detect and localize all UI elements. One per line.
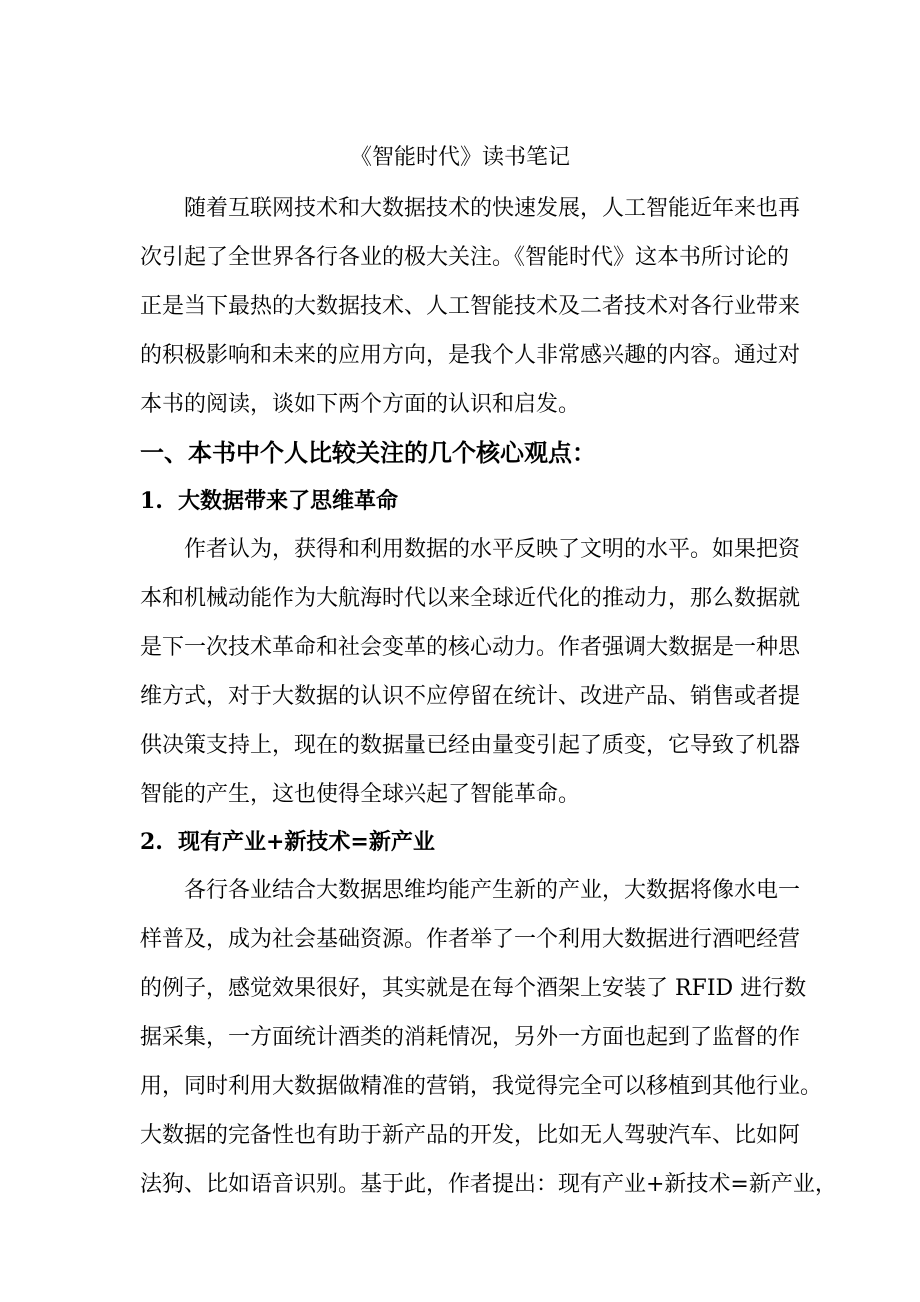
subheading-2 <box>140 825 435 859</box>
document-title: 《智能时代》读书笔记 <box>349 145 570 170</box>
paragraph-line: 智能的产生，这也使得全球兴起了智能革命。 <box>140 782 581 807</box>
paragraph-line: 是下一次技术革命和社会变革的核心动力。作者强调大数据是一种思 <box>140 635 801 660</box>
subheading-text: 现有产业+新技术=新产业 <box>178 829 435 855</box>
paragraph-line: 法狗、比如语音识别。基于此，作者提出：现有产业+新技术=新产业， <box>140 1172 837 1197</box>
paragraph-line: 本和机械动能作为大航海时代以来全球近代化的推动力，那么数据就 <box>140 586 801 611</box>
section-heading: 一、本书中个人比较关注的几个核心观点： <box>140 438 596 467</box>
paragraph-line: 大数据的完备性也有助于新产品的开发，比如无人驾驶汽车、比如阿 <box>140 1123 801 1148</box>
paragraph-line: 各行各业结合大数据思维均能产生新的产业，大数据将像水电一 <box>184 878 801 903</box>
paragraph-line: 供决策支持上，现在的数据量已经由量变引起了质变，它导致了机器 <box>140 733 801 758</box>
paragraph-line: 用，同时利用大数据做精准的营销，我觉得完全可以移植到其他行业。 <box>140 1074 823 1099</box>
intro-line: 本书的阅读，谈如下两个方面的认识和启发。 <box>140 392 581 417</box>
paragraph-line: 的例子，感觉效果很好，其实就是在每个酒架上安装了 RFID 进行数 <box>140 976 807 1001</box>
paragraph-line: 样普及，成为社会基础资源。作者举了一个利用大数据进行酒吧经营 <box>140 927 801 952</box>
subheading-number: 2. <box>140 829 163 855</box>
intro-line: 的积极影响和未来的应用方向，是我个人非常感兴趣的内容。通过对 <box>140 343 801 368</box>
paragraph-line: 维方式，对于大数据的认识不应停留在统计、改进产品、销售或者提 <box>140 684 801 709</box>
paragraph-line: 据采集，一方面统计酒类的消耗情况，另外一方面也起到了监督的作 <box>140 1025 801 1050</box>
subheading-number: 1. <box>140 488 163 514</box>
paragraph-line: 作者认为，获得和利用数据的水平反映了文明的水平。如果把资 <box>184 537 801 562</box>
intro-line: 次引起了全世界各行各业的极大关注。《智能时代》这本书所讨论的 <box>140 245 790 270</box>
subheading-text: 大数据带来了思维革命 <box>178 488 399 514</box>
intro-line: 正是当下最热的大数据技术、人工智能技术及二者技术对各行业带来 <box>140 294 801 319</box>
subheading-1 <box>140 484 398 518</box>
intro-line: 随着互联网技术和大数据技术的快速发展，人工智能近年来也再 <box>184 196 801 221</box>
